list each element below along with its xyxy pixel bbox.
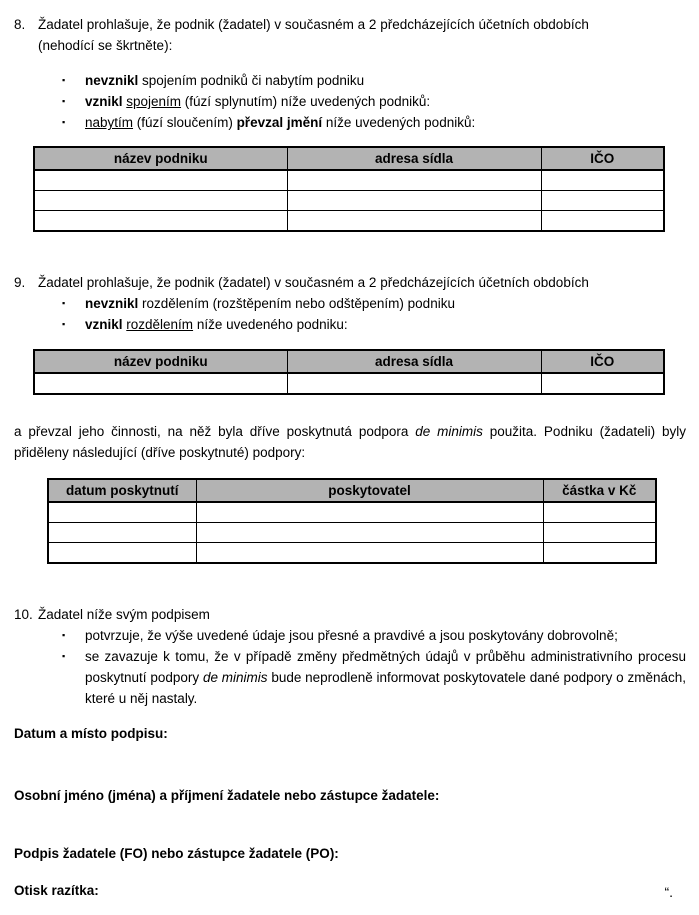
empty-cell bbox=[543, 543, 656, 564]
bullet-vznikl-rozdelenim bbox=[62, 314, 686, 335]
empty-cell bbox=[34, 373, 287, 394]
bullet-bold: převzal jmění bbox=[236, 115, 323, 130]
bullet-bold: vznikl bbox=[85, 94, 127, 109]
bullet-de-minimis: de minimis bbox=[202, 670, 268, 685]
bullet-underline: nabytím bbox=[85, 115, 134, 130]
table-row bbox=[34, 211, 664, 232]
empty-cell bbox=[287, 211, 541, 232]
bullet-vznikl-spojenim bbox=[62, 91, 686, 112]
bullet-square-icon: ▪ bbox=[62, 319, 66, 329]
item-9-bullets bbox=[14, 293, 686, 335]
bullet-underline: rozdělením bbox=[126, 317, 194, 332]
table-header-row bbox=[48, 479, 656, 502]
bullet-bold: nevznikl bbox=[85, 73, 139, 88]
closing-quote-mark: “. bbox=[664, 884, 673, 900]
label-applicant-name: Osobní jméno (jména) a příjmení žadatele nebo zástupce žadatele: bbox=[14, 788, 440, 803]
item-8 bbox=[14, 14, 686, 56]
label-date-place: Datum a místo podpisu: bbox=[14, 726, 168, 741]
bullet-rest: níže uvedených podniků: bbox=[322, 115, 476, 130]
item-10-bullets bbox=[14, 625, 686, 709]
item-9-text bbox=[38, 272, 686, 293]
empty-cell bbox=[287, 191, 541, 211]
bullet-post: bude neprodleně informovat poskytovatele dané podpory o změnách, které u něj nastaly. bbox=[85, 670, 686, 706]
empty-cell bbox=[48, 502, 196, 523]
item-8-number: 8. bbox=[14, 17, 26, 32]
empty-cell bbox=[543, 502, 656, 523]
bullet-rest: rozdělením (rozštěpením nebo odštěpením) podniku bbox=[138, 296, 455, 311]
bullet-nabytim-prevzal bbox=[62, 112, 686, 133]
empty-cell bbox=[34, 170, 287, 191]
bullet-rest: spojením podniků či nabytím podniku bbox=[138, 73, 365, 88]
bullet-pre: se zavazuje k tomu, že v případě změny předmětných údajů v průběhu administrativního procesu poskytnutí podpory bbox=[85, 649, 686, 685]
table-row bbox=[48, 523, 656, 543]
bullet-square-icon: ▪ bbox=[62, 630, 66, 640]
label-signature: Podpis žadatele (FO) nebo zástupce žadatele (PO): bbox=[14, 846, 339, 861]
header-castka-v-kc: částka v Kč bbox=[543, 479, 656, 502]
empty-cell bbox=[48, 523, 196, 543]
bullet-underline: spojením bbox=[126, 94, 182, 109]
item-8-line2: (nehodící se škrtněte): bbox=[38, 38, 173, 53]
bullet-square-icon: ▪ bbox=[62, 117, 66, 127]
item-10 bbox=[14, 604, 686, 625]
table-row bbox=[34, 191, 664, 211]
empty-cell bbox=[196, 543, 543, 564]
bullet-square-icon: ▪ bbox=[62, 298, 66, 308]
table-row bbox=[34, 170, 664, 191]
bullet-rest: níže uvedeného podniku: bbox=[193, 317, 348, 332]
empty-cell bbox=[541, 170, 664, 191]
item-10-text bbox=[38, 604, 686, 625]
header-nazev-podniku: název podniku bbox=[34, 350, 287, 373]
header-poskytovatel: poskytovatel bbox=[196, 479, 543, 502]
bullet-text: potvrzuje, že výše uvedené údaje jsou přesné a pravdivé a jsou poskytovány dobrovolně; bbox=[85, 628, 618, 643]
header-ico: IČO bbox=[541, 147, 664, 170]
item-10-line1: Žadatel níže svým podpisem bbox=[38, 607, 210, 622]
header-adresa-sidla: adresa sídla bbox=[287, 147, 541, 170]
bullet-square-icon: ▪ bbox=[62, 75, 66, 85]
item-9 bbox=[14, 272, 686, 293]
table-podniky-2 bbox=[33, 349, 665, 395]
table-row bbox=[48, 502, 656, 523]
header-adresa-sidla: adresa sídla bbox=[287, 350, 541, 373]
paragraph-post: použita. Podniku (žadateli) byly přiděleny následující (dříve poskytnuté) podpory: bbox=[14, 424, 686, 460]
empty-cell bbox=[196, 502, 543, 523]
empty-cell bbox=[287, 170, 541, 191]
empty-cell bbox=[541, 191, 664, 211]
empty-cell bbox=[34, 211, 287, 232]
header-ico: IČO bbox=[541, 350, 664, 373]
item-8-text bbox=[38, 14, 686, 56]
table-podpory bbox=[47, 478, 657, 564]
table-header-row bbox=[34, 350, 664, 373]
table-row bbox=[34, 373, 664, 394]
empty-cell bbox=[541, 373, 664, 394]
paragraph-pre: a převzal jeho činnosti, na něž byla dříve poskytnutá podpora bbox=[14, 424, 416, 439]
paragraph-de-minimis: de minimis bbox=[415, 424, 483, 439]
empty-cell bbox=[34, 191, 287, 211]
paragraph-prevzal-cinnosti bbox=[14, 421, 686, 463]
bullet-nevznikl-spojenim bbox=[62, 70, 686, 91]
bullet-mid: (fúzí sloučením) bbox=[133, 115, 237, 130]
empty-cell bbox=[196, 523, 543, 543]
header-nazev-podniku: název podniku bbox=[34, 147, 287, 170]
bullet-square-icon: ▪ bbox=[62, 96, 66, 106]
bullet-rest: (fúzí splynutím) níže uvedených podniků: bbox=[181, 94, 431, 109]
empty-cell bbox=[541, 211, 664, 232]
empty-cell bbox=[48, 543, 196, 564]
item-10-number: 10. bbox=[14, 607, 33, 622]
empty-cell bbox=[287, 373, 541, 394]
item-8-bullets bbox=[14, 70, 686, 133]
item-9-line1: Žadatel prohlašuje, že podnik (žadatel) v současném a 2 předcházejících účetních obdobích bbox=[38, 275, 589, 290]
table-podniky-1 bbox=[33, 146, 665, 232]
table-header-row bbox=[34, 147, 664, 170]
bullet-square-icon: ▪ bbox=[62, 651, 66, 661]
label-stamp: Otisk razítka: bbox=[14, 883, 99, 898]
bullet-bold: nevznikl bbox=[85, 296, 139, 311]
header-datum-poskytnuti: datum poskytnutí bbox=[48, 479, 196, 502]
bullet-potvrzuje bbox=[62, 625, 686, 646]
bullet-nevznikl-rozdelenim bbox=[62, 293, 686, 314]
table-row bbox=[48, 543, 656, 564]
empty-cell bbox=[543, 523, 656, 543]
item-8-line1: Žadatel prohlašuje, že podnik (žadatel) v současném a 2 předcházejících účetních obdobích bbox=[38, 17, 589, 32]
item-9-number: 9. bbox=[14, 275, 26, 290]
bullet-bold: vznikl bbox=[85, 317, 127, 332]
bullet-se-zavazuje bbox=[62, 646, 686, 709]
